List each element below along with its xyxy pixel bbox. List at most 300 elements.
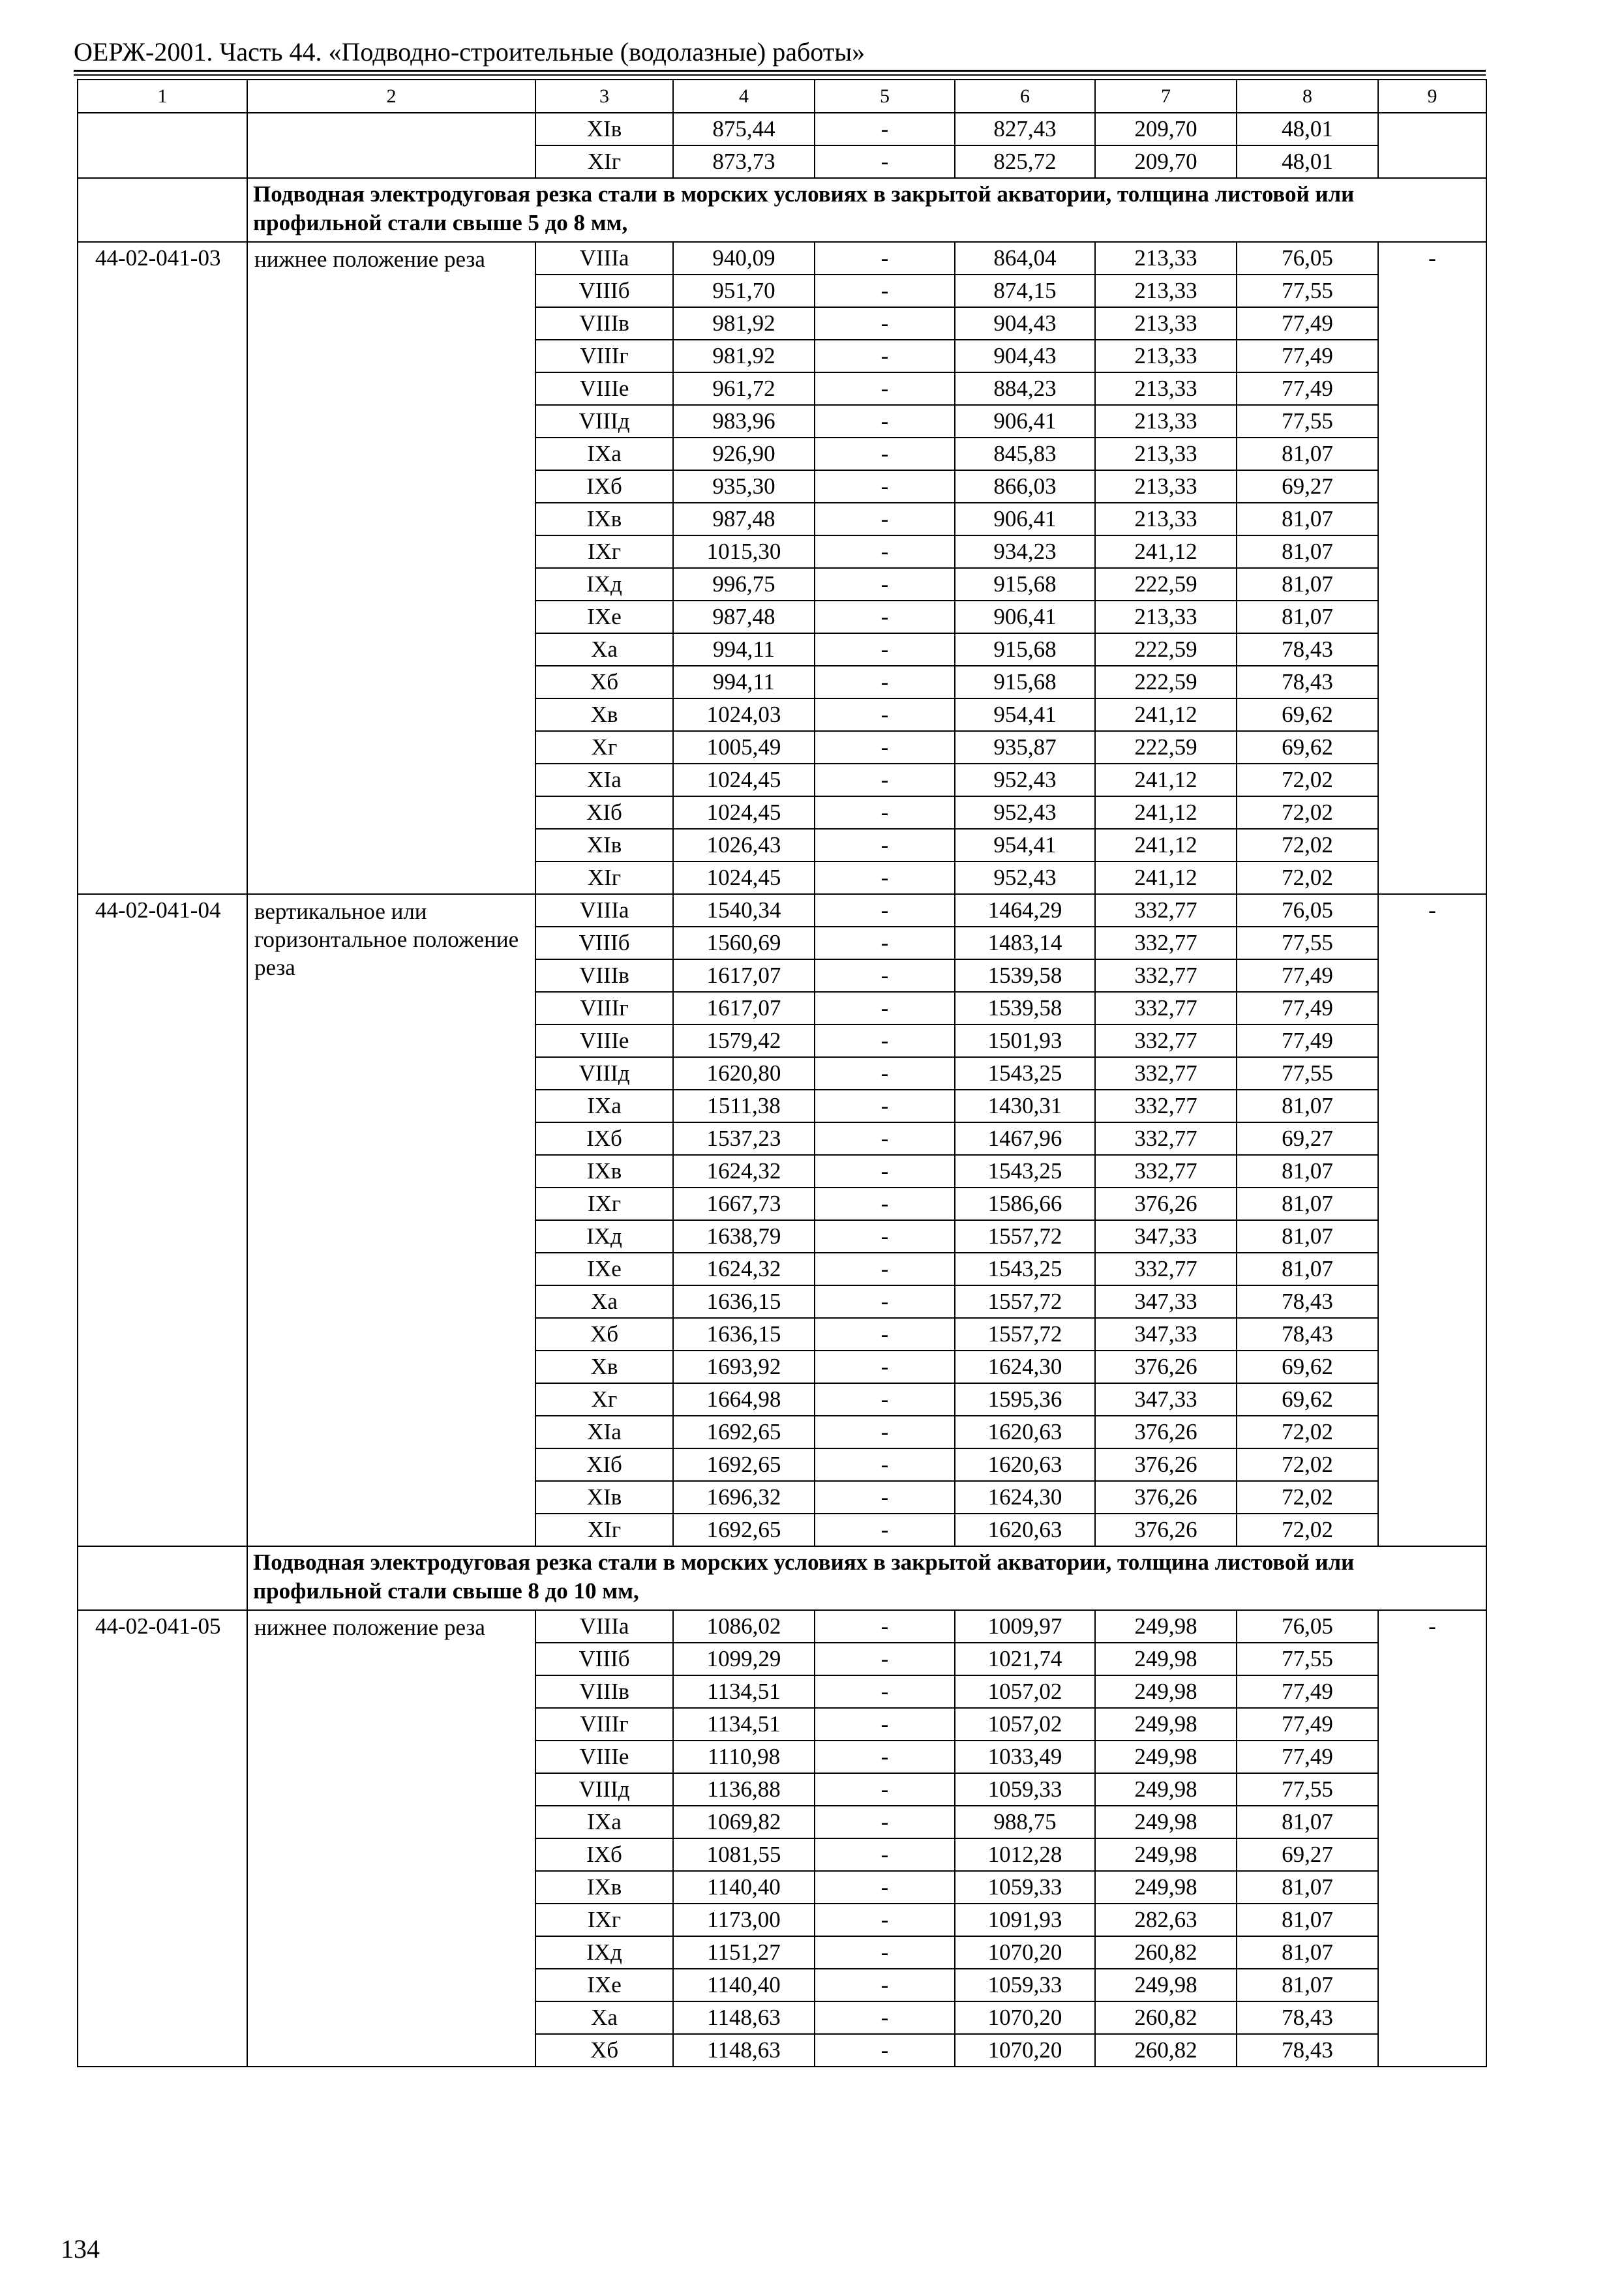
machine-cost-cell: 1620,63 xyxy=(955,1514,1095,1546)
machine-cost-cell: 1059,33 xyxy=(955,1871,1095,1904)
incl-driver-wages-cell: 332,77 xyxy=(1095,992,1237,1025)
materials-cost-cell: 81,07 xyxy=(1237,1871,1378,1904)
incl-driver-wages-cell: 376,26 xyxy=(1095,1351,1237,1383)
wages-cell: - xyxy=(815,1253,955,1285)
wages-cell: - xyxy=(815,1871,955,1904)
price-zone-cell: VIIIв xyxy=(535,307,673,340)
materials-cost-cell: 72,02 xyxy=(1237,764,1378,796)
incl-driver-wages-cell: 213,33 xyxy=(1095,275,1237,307)
incl-driver-wages-cell: 241,12 xyxy=(1095,698,1237,731)
price-zone-cell: XIв xyxy=(535,829,673,861)
table-row xyxy=(78,1610,1486,1643)
wages-cell: - xyxy=(815,340,955,372)
machine-cost-cell: 952,43 xyxy=(955,796,1095,829)
machine-cost-cell: 906,41 xyxy=(955,601,1095,633)
wages-cell: - xyxy=(815,1383,955,1416)
materials-cost-cell: 69,62 xyxy=(1237,698,1378,731)
price-zone-cell: VIIIе xyxy=(535,1741,673,1773)
wages-cell: - xyxy=(815,1643,955,1675)
wages-cell: - xyxy=(815,1708,955,1741)
machine-cost-cell: 1430,31 xyxy=(955,1090,1095,1122)
price-zone-cell: VIIIг xyxy=(535,992,673,1025)
incl-driver-wages-cell: 213,33 xyxy=(1095,601,1237,633)
section-heading-row xyxy=(78,1546,1486,1610)
incl-driver-wages-cell: 213,33 xyxy=(1095,405,1237,438)
section-heading-row xyxy=(78,178,1486,242)
rates-table xyxy=(77,79,1487,2067)
price-zone-cell: Xв xyxy=(535,1351,673,1383)
total-cost-cell: 1173,00 xyxy=(673,1904,815,1936)
wages-cell: - xyxy=(815,666,955,698)
column-number: 1 xyxy=(78,80,247,113)
price-zone-cell: Xa xyxy=(535,2001,673,2034)
price-zone-cell: VIIIa xyxy=(535,1610,673,1643)
machine-cost-cell: 1595,36 xyxy=(955,1383,1095,1416)
price-zone-cell: VIIIе xyxy=(535,1025,673,1057)
page-number: 134 xyxy=(61,2234,100,2264)
wages-cell: - xyxy=(815,1514,955,1546)
wages-cell: - xyxy=(815,1448,955,1481)
total-cost-cell: 981,92 xyxy=(673,340,815,372)
materials-cost-cell: 81,07 xyxy=(1237,601,1378,633)
total-cost-cell: 1620,80 xyxy=(673,1057,815,1090)
rate-code: 44-02-041-03 xyxy=(78,242,247,894)
machine-cost-cell: 1059,33 xyxy=(955,1969,1095,2001)
total-cost-cell: 1624,32 xyxy=(673,1253,815,1285)
column-number: 6 xyxy=(955,80,1095,113)
incl-driver-wages-cell: 249,98 xyxy=(1095,1708,1237,1741)
machine-cost-cell: 1070,20 xyxy=(955,1936,1095,1969)
materials-cost-cell: 81,07 xyxy=(1237,1090,1378,1122)
incl-driver-wages-cell: 332,77 xyxy=(1095,1025,1237,1057)
total-cost-cell: 1136,88 xyxy=(673,1773,815,1806)
machine-cost-cell: 1624,30 xyxy=(955,1481,1095,1514)
wages-cell: - xyxy=(815,405,955,438)
materials-cost-cell: 77,49 xyxy=(1237,1025,1378,1057)
incl-driver-wages-cell: 222,59 xyxy=(1095,633,1237,666)
wages-cell: - xyxy=(815,470,955,503)
incl-driver-wages-cell: 332,77 xyxy=(1095,1090,1237,1122)
materials-cost-cell: 78,43 xyxy=(1237,2001,1378,2034)
wages-cell: - xyxy=(815,731,955,764)
wages-cell: - xyxy=(815,698,955,731)
price-zone-cell: VIIIд xyxy=(535,1057,673,1090)
materials-cost-cell: 48,01 xyxy=(1237,113,1378,145)
wages-cell: - xyxy=(815,1090,955,1122)
machine-cost-cell: 1057,02 xyxy=(955,1708,1095,1741)
incl-driver-wages-cell: 347,33 xyxy=(1095,1285,1237,1318)
price-zone-cell: XIв xyxy=(535,113,673,145)
machine-cost-cell: 1539,58 xyxy=(955,992,1095,1025)
materials-cost-cell: 81,07 xyxy=(1237,1969,1378,2001)
price-zone-cell: XIa xyxy=(535,764,673,796)
price-zone-cell: IXд xyxy=(535,568,673,601)
price-zone-cell: VIIIг xyxy=(535,1708,673,1741)
materials-cost-cell: 81,07 xyxy=(1237,1220,1378,1253)
incl-driver-wages-cell: 260,82 xyxy=(1095,2034,1237,2067)
machine-cost-cell: 1033,49 xyxy=(955,1741,1095,1773)
section-code-cell xyxy=(78,1546,247,1610)
machine-cost-cell: 1501,93 xyxy=(955,1025,1095,1057)
column-number: 4 xyxy=(673,80,815,113)
wages-cell: - xyxy=(815,1318,955,1351)
work-name: нижнее положение реза xyxy=(247,242,535,894)
wages-cell: - xyxy=(815,1904,955,1936)
column-number: 7 xyxy=(1095,80,1237,113)
wages-cell: - xyxy=(815,1481,955,1514)
incl-driver-wages-cell: 222,59 xyxy=(1095,568,1237,601)
wages-cell: - xyxy=(815,861,955,894)
total-cost-cell: 987,48 xyxy=(673,503,815,535)
incl-driver-wages-cell: 249,98 xyxy=(1095,1969,1237,2001)
wages-cell: - xyxy=(815,959,955,992)
materials-cost-cell: 78,43 xyxy=(1237,1318,1378,1351)
price-zone-cell: VIIIд xyxy=(535,1773,673,1806)
materials-cost-cell: 48,01 xyxy=(1237,145,1378,178)
price-zone-cell: VIIIa xyxy=(535,894,673,927)
total-cost-cell: 1540,34 xyxy=(673,894,815,927)
incl-driver-wages-cell: 376,26 xyxy=(1095,1514,1237,1546)
wages-cell: - xyxy=(815,1351,955,1383)
total-cost-cell: 987,48 xyxy=(673,601,815,633)
materials-cost-cell: 81,07 xyxy=(1237,438,1378,470)
materials-cost-cell: 76,05 xyxy=(1237,894,1378,927)
incl-driver-wages-cell: 241,12 xyxy=(1095,796,1237,829)
price-zone-cell: IXa xyxy=(535,1806,673,1838)
rate-code: 44-02-041-04 xyxy=(78,894,247,1546)
wages-cell: - xyxy=(815,796,955,829)
price-zone-cell: IXе xyxy=(535,1253,673,1285)
machine-cost-cell: 1057,02 xyxy=(955,1675,1095,1708)
machine-cost-cell: 1557,72 xyxy=(955,1285,1095,1318)
incl-driver-wages-cell: 376,26 xyxy=(1095,1481,1237,1514)
wages-cell: - xyxy=(815,1285,955,1318)
total-cost-cell: 926,90 xyxy=(673,438,815,470)
total-cost-cell: 1696,32 xyxy=(673,1481,815,1514)
machine-cost-cell: 1012,28 xyxy=(955,1838,1095,1871)
total-cost-cell: 1140,40 xyxy=(673,1969,815,2001)
incl-driver-wages-cell: 332,77 xyxy=(1095,927,1237,959)
section-code-cell xyxy=(78,178,247,242)
price-zone-cell: VIIIг xyxy=(535,340,673,372)
price-zone-cell: XIг xyxy=(535,861,673,894)
price-zone-cell: VIIIд xyxy=(535,405,673,438)
total-cost-cell: 1024,45 xyxy=(673,861,815,894)
note-cell: - xyxy=(1378,894,1486,1546)
incl-driver-wages-cell: 376,26 xyxy=(1095,1416,1237,1448)
wages-cell: - xyxy=(815,601,955,633)
materials-cost-cell: 78,43 xyxy=(1237,666,1378,698)
machine-cost-cell: 906,41 xyxy=(955,405,1095,438)
materials-cost-cell: 77,55 xyxy=(1237,275,1378,307)
materials-cost-cell: 72,02 xyxy=(1237,1514,1378,1546)
total-cost-cell: 1005,49 xyxy=(673,731,815,764)
total-cost-cell: 996,75 xyxy=(673,568,815,601)
total-cost-cell: 1140,40 xyxy=(673,1871,815,1904)
incl-driver-wages-cell: 282,63 xyxy=(1095,1904,1237,1936)
note-cell: - xyxy=(1378,1610,1486,2067)
total-cost-cell: 1636,15 xyxy=(673,1318,815,1351)
machine-cost-cell: 825,72 xyxy=(955,145,1095,178)
incl-driver-wages-cell: 213,33 xyxy=(1095,503,1237,535)
total-cost-cell: 1026,43 xyxy=(673,829,815,861)
incl-driver-wages-cell: 249,98 xyxy=(1095,1610,1237,1643)
price-zone-cell: VIIIб xyxy=(535,1643,673,1675)
total-cost-cell: 1110,98 xyxy=(673,1741,815,1773)
machine-cost-cell: 1620,63 xyxy=(955,1416,1095,1448)
total-cost-cell: 994,11 xyxy=(673,633,815,666)
incl-driver-wages-cell: 332,77 xyxy=(1095,1122,1237,1155)
machine-cost-cell: 954,41 xyxy=(955,698,1095,731)
wages-cell: - xyxy=(815,1220,955,1253)
materials-cost-cell: 81,07 xyxy=(1237,1904,1378,1936)
total-cost-cell: 1069,82 xyxy=(673,1806,815,1838)
price-zone-cell: IXг xyxy=(535,535,673,568)
machine-cost-cell: 1624,30 xyxy=(955,1351,1095,1383)
incl-driver-wages-cell: 213,33 xyxy=(1095,438,1237,470)
price-zone-cell: Xв xyxy=(535,698,673,731)
price-zone-cell: IXб xyxy=(535,470,673,503)
incl-driver-wages-cell: 249,98 xyxy=(1095,1643,1237,1675)
total-cost-cell: 1560,69 xyxy=(673,927,815,959)
total-cost-cell: 981,92 xyxy=(673,307,815,340)
incl-driver-wages-cell: 260,82 xyxy=(1095,1936,1237,1969)
price-zone-cell: IXг xyxy=(535,1188,673,1220)
price-zone-cell: IXa xyxy=(535,438,673,470)
incl-driver-wages-cell: 249,98 xyxy=(1095,1838,1237,1871)
work-name: нижнее положение реза xyxy=(247,1610,535,2067)
incl-driver-wages-cell: 347,33 xyxy=(1095,1318,1237,1351)
total-cost-cell: 1511,38 xyxy=(673,1090,815,1122)
wages-cell: - xyxy=(815,535,955,568)
wages-cell: - xyxy=(815,145,955,178)
incl-driver-wages-cell: 332,77 xyxy=(1095,894,1237,927)
machine-cost-cell: 1091,93 xyxy=(955,1904,1095,1936)
incl-driver-wages-cell: 376,26 xyxy=(1095,1448,1237,1481)
total-cost-cell: 1636,15 xyxy=(673,1285,815,1318)
wages-cell: - xyxy=(815,113,955,145)
materials-cost-cell: 77,49 xyxy=(1237,1708,1378,1741)
header-rule-thin xyxy=(74,74,1486,76)
materials-cost-cell: 77,49 xyxy=(1237,340,1378,372)
materials-cost-cell: 72,02 xyxy=(1237,796,1378,829)
machine-cost-cell: 874,15 xyxy=(955,275,1095,307)
materials-cost-cell: 72,02 xyxy=(1237,1416,1378,1448)
column-number-row xyxy=(78,80,1486,113)
materials-cost-cell: 81,07 xyxy=(1237,1253,1378,1285)
machine-cost-cell: 864,04 xyxy=(955,242,1095,275)
wages-cell: - xyxy=(815,829,955,861)
wages-cell: - xyxy=(815,1416,955,1448)
price-zone-cell: Xб xyxy=(535,666,673,698)
materials-cost-cell: 72,02 xyxy=(1237,829,1378,861)
note-cell xyxy=(1378,113,1486,178)
machine-cost-cell: 1009,97 xyxy=(955,1610,1095,1643)
incl-driver-wages-cell: 222,59 xyxy=(1095,666,1237,698)
total-cost-cell: 1099,29 xyxy=(673,1643,815,1675)
materials-cost-cell: 77,49 xyxy=(1237,959,1378,992)
incl-driver-wages-cell: 249,98 xyxy=(1095,1871,1237,1904)
price-zone-cell: IXе xyxy=(535,601,673,633)
column-number: 9 xyxy=(1378,80,1486,113)
machine-cost-cell: 934,23 xyxy=(955,535,1095,568)
materials-cost-cell: 81,07 xyxy=(1237,1188,1378,1220)
total-cost-cell: 1692,65 xyxy=(673,1416,815,1448)
machine-cost-cell: 1557,72 xyxy=(955,1318,1095,1351)
incl-driver-wages-cell: 347,33 xyxy=(1095,1220,1237,1253)
column-number: 3 xyxy=(535,80,673,113)
materials-cost-cell: 69,27 xyxy=(1237,1838,1378,1871)
price-zone-cell: VIIIб xyxy=(535,275,673,307)
header-rule xyxy=(74,70,1486,72)
machine-cost-cell: 1070,20 xyxy=(955,2001,1095,2034)
materials-cost-cell: 72,02 xyxy=(1237,861,1378,894)
incl-driver-wages-cell: 209,70 xyxy=(1095,145,1237,178)
total-cost-cell: 873,73 xyxy=(673,145,815,178)
total-cost-cell: 1015,30 xyxy=(673,535,815,568)
price-zone-cell: XIг xyxy=(535,145,673,178)
materials-cost-cell: 81,07 xyxy=(1237,1806,1378,1838)
machine-cost-cell: 866,03 xyxy=(955,470,1095,503)
price-zone-cell: IXе xyxy=(535,1969,673,2001)
table-row xyxy=(78,242,1486,275)
machine-cost-cell: 904,43 xyxy=(955,340,1095,372)
total-cost-cell: 940,09 xyxy=(673,242,815,275)
wages-cell: - xyxy=(815,1188,955,1220)
machine-cost-cell: 1620,63 xyxy=(955,1448,1095,1481)
total-cost-cell: 1151,27 xyxy=(673,1936,815,1969)
materials-cost-cell: 77,55 xyxy=(1237,1643,1378,1675)
total-cost-cell: 1148,63 xyxy=(673,2001,815,2034)
materials-cost-cell: 72,02 xyxy=(1237,1481,1378,1514)
price-zone-cell: VIIIе xyxy=(535,372,673,405)
materials-cost-cell: 81,07 xyxy=(1237,1936,1378,1969)
price-zone-cell: XIв xyxy=(535,1481,673,1514)
table-body xyxy=(78,80,1486,2067)
total-cost-cell: 1086,02 xyxy=(673,1610,815,1643)
materials-cost-cell: 81,07 xyxy=(1237,1155,1378,1188)
price-zone-cell: XIг xyxy=(535,1514,673,1546)
materials-cost-cell: 77,49 xyxy=(1237,372,1378,405)
materials-cost-cell: 81,07 xyxy=(1237,503,1378,535)
machine-cost-cell: 1586,66 xyxy=(955,1188,1095,1220)
wages-cell: - xyxy=(815,568,955,601)
total-cost-cell: 1024,03 xyxy=(673,698,815,731)
total-cost-cell: 1667,73 xyxy=(673,1188,815,1220)
materials-cost-cell: 77,49 xyxy=(1237,1741,1378,1773)
materials-cost-cell: 69,62 xyxy=(1237,1351,1378,1383)
machine-cost-cell: 1070,20 xyxy=(955,2034,1095,2067)
wages-cell: - xyxy=(815,372,955,405)
materials-cost-cell: 77,55 xyxy=(1237,927,1378,959)
price-zone-cell: IXб xyxy=(535,1838,673,1871)
total-cost-cell: 1692,65 xyxy=(673,1448,815,1481)
price-zone-cell: VIIIб xyxy=(535,927,673,959)
price-zone-cell: VIIIв xyxy=(535,959,673,992)
total-cost-cell: 1617,07 xyxy=(673,992,815,1025)
total-cost-cell: 1692,65 xyxy=(673,1514,815,1546)
incl-driver-wages-cell: 213,33 xyxy=(1095,242,1237,275)
table-row xyxy=(78,894,1486,927)
wages-cell: - xyxy=(815,242,955,275)
total-cost-cell: 1693,92 xyxy=(673,1351,815,1383)
machine-cost-cell: 906,41 xyxy=(955,503,1095,535)
incl-driver-wages-cell: 249,98 xyxy=(1095,1806,1237,1838)
machine-cost-cell: 1483,14 xyxy=(955,927,1095,959)
wages-cell: - xyxy=(815,927,955,959)
wages-cell: - xyxy=(815,1838,955,1871)
wages-cell: - xyxy=(815,633,955,666)
wages-cell: - xyxy=(815,992,955,1025)
total-cost-cell: 1624,32 xyxy=(673,1155,815,1188)
total-cost-cell: 935,30 xyxy=(673,470,815,503)
price-zone-cell: Xб xyxy=(535,1318,673,1351)
price-zone-cell: VIIIв xyxy=(535,1675,673,1708)
incl-driver-wages-cell: 241,12 xyxy=(1095,861,1237,894)
machine-cost-cell: 915,68 xyxy=(955,568,1095,601)
wages-cell: - xyxy=(815,275,955,307)
total-cost-cell: 1134,51 xyxy=(673,1675,815,1708)
machine-cost-cell: 1543,25 xyxy=(955,1253,1095,1285)
machine-cost-cell: 1021,74 xyxy=(955,1643,1095,1675)
price-zone-cell: IXa xyxy=(535,1090,673,1122)
materials-cost-cell: 77,55 xyxy=(1237,1773,1378,1806)
price-zone-cell: XIa xyxy=(535,1416,673,1448)
total-cost-cell: 1134,51 xyxy=(673,1708,815,1741)
incl-driver-wages-cell: 332,77 xyxy=(1095,959,1237,992)
materials-cost-cell: 77,49 xyxy=(1237,992,1378,1025)
incl-driver-wages-cell: 249,98 xyxy=(1095,1741,1237,1773)
incl-driver-wages-cell: 332,77 xyxy=(1095,1155,1237,1188)
incl-driver-wages-cell: 241,12 xyxy=(1095,535,1237,568)
total-cost-cell: 961,72 xyxy=(673,372,815,405)
wages-cell: - xyxy=(815,1122,955,1155)
machine-cost-cell: 884,23 xyxy=(955,372,1095,405)
wages-cell: - xyxy=(815,2034,955,2067)
note-cell: - xyxy=(1378,242,1486,894)
wages-cell: - xyxy=(815,764,955,796)
code-cell xyxy=(78,113,247,178)
section-title: Подводная электродуговая резка стали в морских условиях в закрытой акватории, толщина листовой или профильной стали свыше 8 до 10 мм, xyxy=(247,1546,1486,1610)
price-zone-cell: XIб xyxy=(535,1448,673,1481)
wages-cell: - xyxy=(815,1025,955,1057)
incl-driver-wages-cell: 213,33 xyxy=(1095,307,1237,340)
section-title: Подводная электродуговая резка стали в морских условиях в закрытой акватории, толщина листовой или профильной стали свыше 5 до 8 мм, xyxy=(247,178,1486,242)
machine-cost-cell: 1467,96 xyxy=(955,1122,1095,1155)
incl-driver-wages-cell: 347,33 xyxy=(1095,1383,1237,1416)
materials-cost-cell: 77,55 xyxy=(1237,405,1378,438)
total-cost-cell: 1638,79 xyxy=(673,1220,815,1253)
materials-cost-cell: 81,07 xyxy=(1237,535,1378,568)
total-cost-cell: 875,44 xyxy=(673,113,815,145)
incl-driver-wages-cell: 222,59 xyxy=(1095,731,1237,764)
incl-driver-wages-cell: 376,26 xyxy=(1095,1188,1237,1220)
total-cost-cell: 983,96 xyxy=(673,405,815,438)
materials-cost-cell: 78,43 xyxy=(1237,633,1378,666)
total-cost-cell: 1579,42 xyxy=(673,1025,815,1057)
machine-cost-cell: 954,41 xyxy=(955,829,1095,861)
price-zone-cell: IXд xyxy=(535,1220,673,1253)
incl-driver-wages-cell: 209,70 xyxy=(1095,113,1237,145)
incl-driver-wages-cell: 249,98 xyxy=(1095,1773,1237,1806)
wages-cell: - xyxy=(815,1057,955,1090)
total-cost-cell: 1664,98 xyxy=(673,1383,815,1416)
total-cost-cell: 994,11 xyxy=(673,666,815,698)
wages-cell: - xyxy=(815,1773,955,1806)
incl-driver-wages-cell: 213,33 xyxy=(1095,470,1237,503)
name-cell xyxy=(247,113,535,178)
wages-cell: - xyxy=(815,1675,955,1708)
